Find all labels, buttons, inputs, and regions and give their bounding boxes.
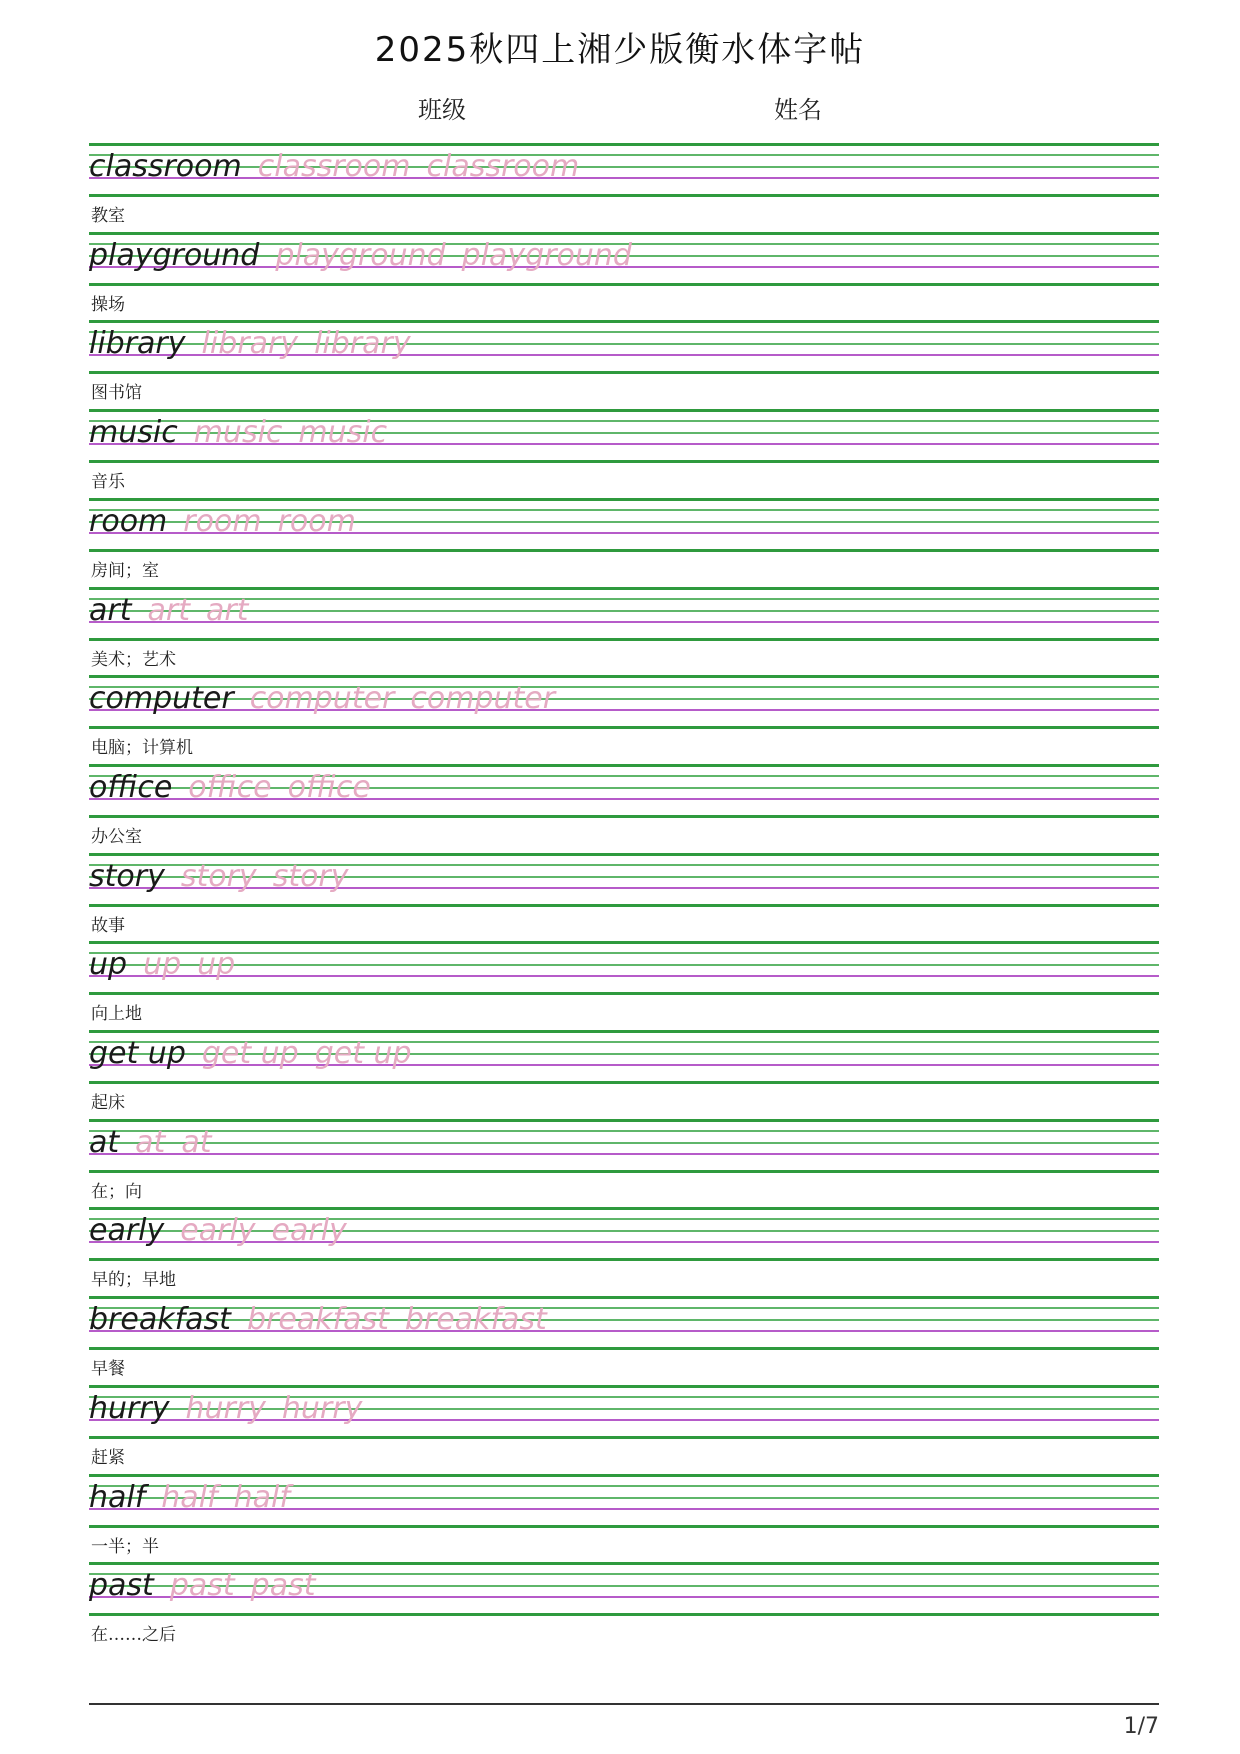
word-trace: office (287, 769, 371, 805)
word-model: get up (89, 1036, 186, 1071)
page-title: 2025秋四上湘少版衡水体字帖 (374, 30, 866, 70)
guide-line-upper (89, 952, 1159, 954)
word-meaning: 办公室 (91, 826, 142, 847)
word-model: library (89, 326, 186, 362)
practice-row (89, 764, 1159, 853)
word-trace: hurry (281, 1390, 363, 1426)
class-label: 班级 (418, 96, 466, 124)
guide-line-upper (89, 598, 1159, 600)
word-trace: up (143, 947, 182, 983)
practice-word (89, 1302, 547, 1338)
word-meaning: 故事 (91, 915, 125, 936)
word-trace: library (201, 326, 299, 362)
practice-word (89, 1391, 362, 1427)
practice-row (89, 1474, 1159, 1563)
word-trace: get up (201, 1036, 299, 1071)
word-trace: get up (314, 1036, 412, 1071)
word-trace: early (180, 1213, 256, 1249)
name-label: 姓名 (774, 96, 822, 124)
practice-row (89, 1119, 1159, 1208)
practice-word (89, 415, 387, 451)
practice-word (89, 149, 579, 185)
word-meaning: 教室 (91, 206, 125, 226)
practice-row (89, 498, 1159, 587)
guide-line-top (89, 1030, 1159, 1033)
word-model: music (89, 415, 178, 451)
word-meaning: 房间；室 (91, 560, 159, 581)
word-meaning: 向上地 (91, 1004, 142, 1025)
guide-line-top (89, 320, 1159, 323)
word-trace: half (161, 1479, 218, 1515)
guide-line-upper (89, 1130, 1159, 1132)
word-trace: playground (275, 237, 446, 273)
practice-word (89, 238, 632, 274)
guide-line-bottom (89, 904, 1159, 907)
guide-line-middle (89, 964, 1159, 966)
guide-line-bottom (89, 1170, 1159, 1173)
word-model: early (89, 1213, 165, 1249)
baseline (89, 621, 1159, 623)
word-meaning: 图书馆 (91, 383, 142, 404)
word-meaning: 一半；半 (91, 1536, 159, 1557)
word-meaning: 在……之后 (91, 1625, 176, 1646)
guide-line-bottom (89, 638, 1159, 641)
practice-word (89, 947, 235, 983)
word-meaning: 早餐 (91, 1359, 125, 1380)
practice-word (89, 1213, 347, 1249)
word-trace: early (271, 1213, 347, 1249)
word-model: playground (89, 237, 260, 273)
practice-row (89, 232, 1159, 321)
word-meaning: 电脑；计算机 (91, 738, 193, 759)
guide-line-bottom (89, 460, 1159, 463)
guide-line-bottom (89, 815, 1159, 818)
guide-line-top (89, 587, 1159, 590)
word-trace: playground (461, 237, 632, 273)
practice-word (89, 1480, 290, 1516)
practice-row (89, 1385, 1159, 1474)
practice-word (89, 593, 248, 629)
word-model: room (89, 503, 168, 539)
guide-line-top (89, 1207, 1159, 1210)
word-trace: music (298, 415, 388, 451)
guide-line-middle (89, 610, 1159, 612)
practice-word (89, 1036, 412, 1072)
word-meaning: 赶紧 (91, 1447, 125, 1468)
guide-line-bottom (89, 283, 1159, 286)
practice-word (89, 681, 555, 717)
practice-row (89, 853, 1159, 942)
guide-line-bottom (89, 1258, 1159, 1261)
guide-line-top (89, 232, 1159, 235)
guide-line-top (89, 675, 1159, 678)
guide-line-bottom (89, 1081, 1159, 1084)
practice-row (89, 941, 1159, 1030)
practice-row (89, 320, 1159, 409)
baseline (89, 975, 1159, 977)
word-model: computer (89, 681, 234, 717)
guide-line-top (89, 941, 1159, 944)
page-number: 1/7 (1123, 1714, 1159, 1739)
word-model: art (89, 592, 132, 628)
practice-word (89, 326, 411, 362)
word-model: half (89, 1479, 146, 1515)
guide-line-bottom (89, 371, 1159, 374)
word-model: office (89, 769, 173, 805)
guide-line-bottom (89, 726, 1159, 729)
guide-line-top (89, 853, 1159, 856)
practice-word (89, 770, 371, 806)
guide-line-top (89, 1119, 1159, 1122)
word-trace: art (205, 592, 249, 628)
practice-word (89, 1568, 315, 1604)
guide-line-bottom (89, 194, 1159, 197)
practice-word (89, 1125, 211, 1161)
word-trace: at (135, 1124, 166, 1160)
word-meaning: 早的；早地 (91, 1270, 176, 1291)
word-model: past (89, 1568, 154, 1604)
word-trace: half (233, 1479, 290, 1515)
word-trace: computer (249, 681, 395, 717)
practice-word (89, 859, 349, 895)
guide-line-top (89, 1474, 1159, 1477)
word-trace: past (250, 1568, 316, 1604)
word-trace: art (147, 592, 190, 628)
word-trace: story (272, 858, 349, 894)
word-trace: office (188, 769, 272, 805)
practice-row (89, 675, 1159, 764)
copybook-sheet (89, 143, 1159, 1646)
word-trace: classroom (426, 149, 580, 184)
word-model: hurry (89, 1390, 170, 1426)
guide-line-top (89, 143, 1159, 146)
practice-row (89, 143, 1159, 232)
word-trace: computer (410, 681, 556, 717)
practice-row (89, 587, 1159, 676)
guide-line-bottom (89, 1436, 1159, 1439)
word-model: classroom (89, 149, 242, 184)
word-trace: story (180, 858, 257, 894)
guide-line-bottom (89, 549, 1159, 552)
word-model: up (89, 947, 128, 983)
word-meaning: 操场 (91, 294, 125, 315)
guide-line-top (89, 1296, 1159, 1299)
practice-row (89, 1030, 1159, 1119)
word-meaning: 起床 (91, 1093, 125, 1113)
word-trace: classroom (257, 149, 411, 184)
practice-row (89, 1296, 1159, 1385)
practice-row (89, 1562, 1159, 1651)
guide-line-middle (89, 1142, 1159, 1144)
guide-line-top (89, 1385, 1159, 1388)
word-trace: past (169, 1568, 235, 1604)
word-model: story (89, 858, 165, 894)
word-meaning: 音乐 (91, 472, 125, 493)
word-trace: room (183, 503, 262, 539)
word-meaning: 在；向 (91, 1181, 142, 1202)
word-trace: at (181, 1124, 212, 1160)
word-trace: breakfast (404, 1302, 547, 1338)
word-meaning: 美术；艺术 (91, 649, 176, 670)
practice-row (89, 1207, 1159, 1296)
guide-line-bottom (89, 1347, 1159, 1350)
practice-word (89, 504, 356, 540)
baseline (89, 1153, 1159, 1155)
word-trace: breakfast (246, 1302, 389, 1338)
word-trace: up (197, 947, 236, 983)
guide-line-bottom (89, 1613, 1159, 1616)
guide-line-bottom (89, 992, 1159, 995)
word-trace: music (193, 415, 283, 451)
guide-line-top (89, 409, 1159, 412)
word-model: breakfast (89, 1302, 231, 1338)
guide-line-bottom (89, 1525, 1159, 1528)
guide-line-top (89, 1562, 1159, 1565)
word-model: at (89, 1124, 120, 1160)
guide-line-top (89, 498, 1159, 501)
footer-divider (89, 1703, 1159, 1705)
guide-line-top (89, 764, 1159, 767)
word-trace: room (277, 503, 356, 539)
word-trace: library (314, 326, 411, 362)
word-trace: hurry (185, 1390, 266, 1426)
practice-row (89, 409, 1159, 498)
